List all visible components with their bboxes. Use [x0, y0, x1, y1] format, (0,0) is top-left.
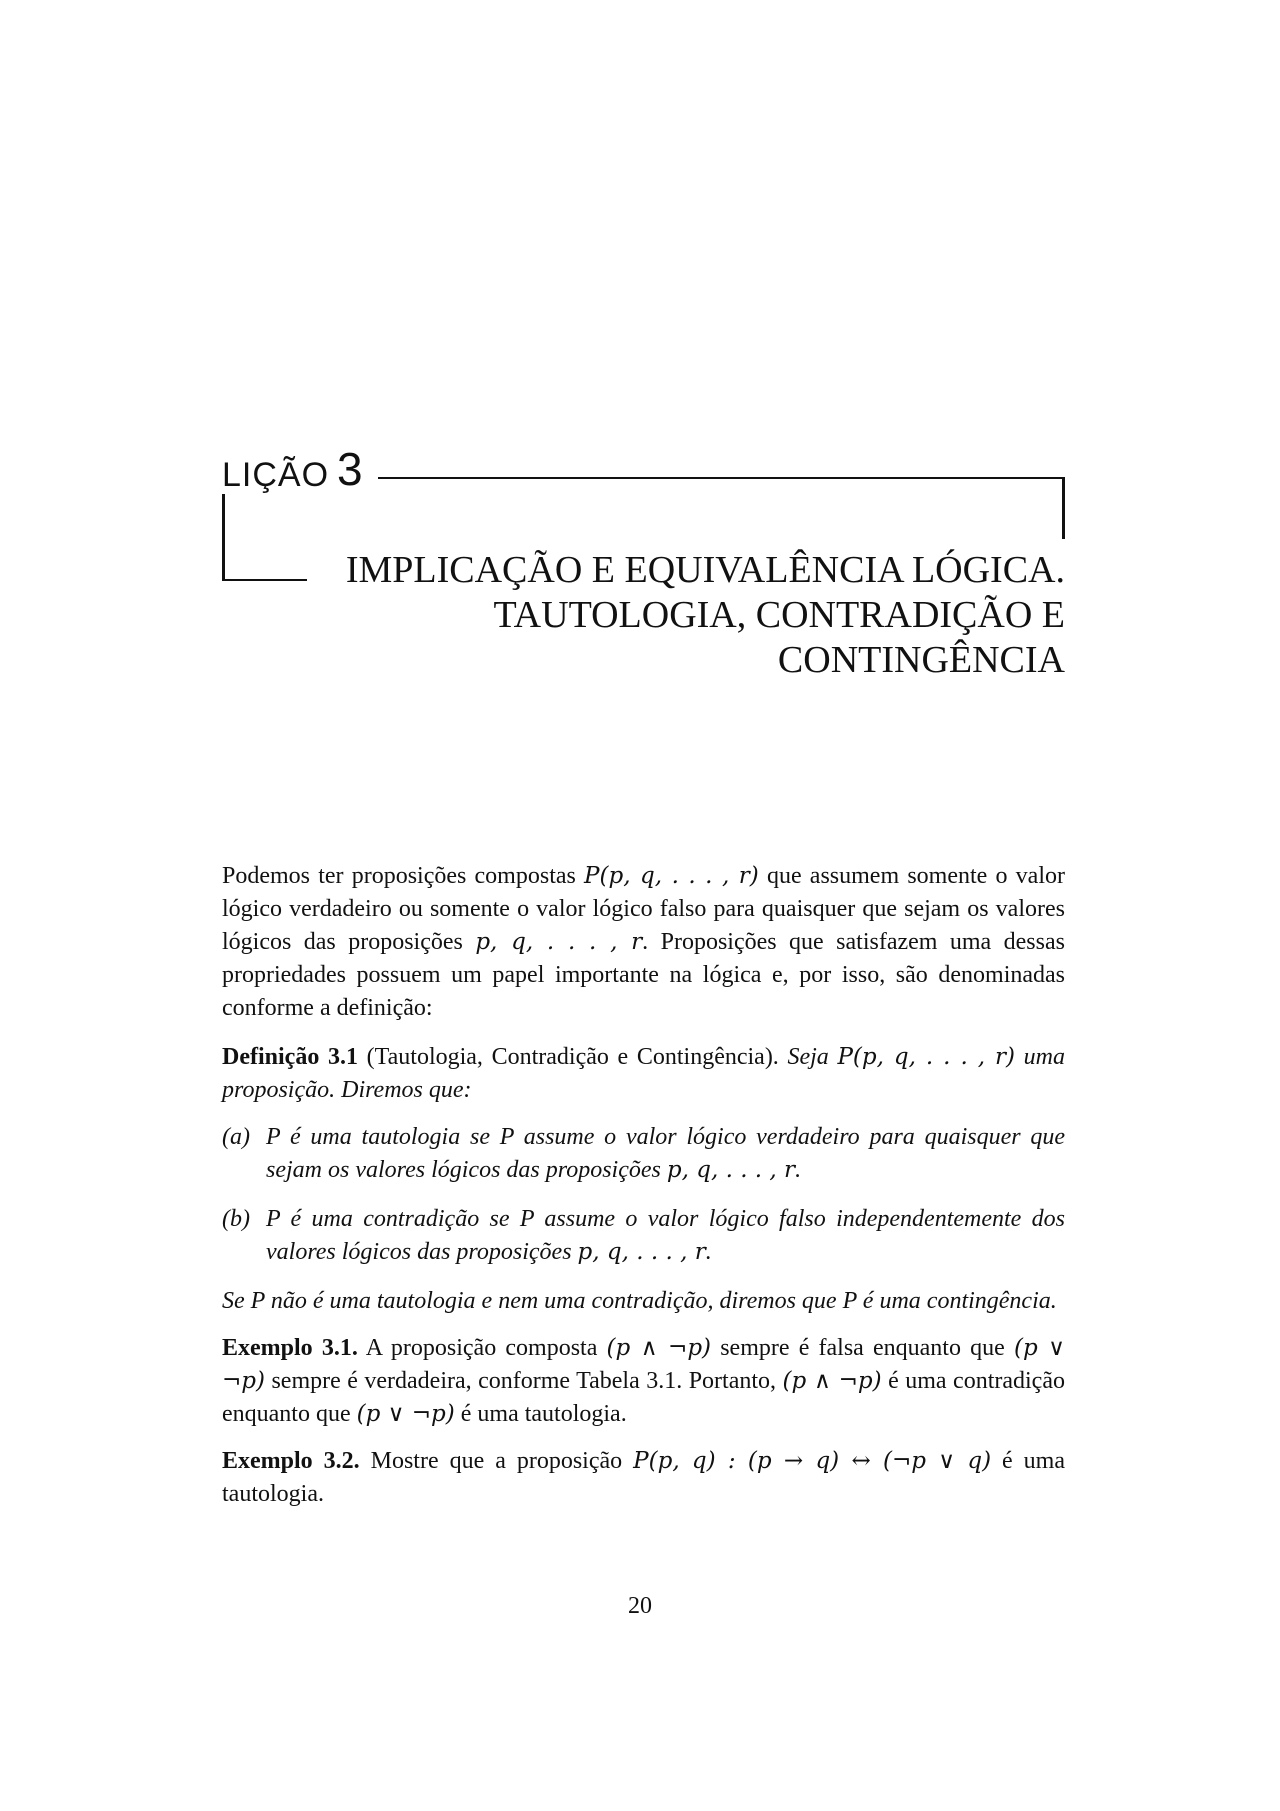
math-expression: p, q, . . . , r [577, 1239, 706, 1265]
chapter-title-line: CONTINGÊNCIA [777, 639, 1065, 681]
example-3-1 [222, 1332, 1065, 1431]
text-run: A proposição composta [357, 1335, 607, 1361]
item-marker: (a) [222, 1124, 250, 1150]
math-expression: (p ∨ ¬p) [356, 1401, 455, 1427]
chapter-title-line: IMPLICAÇÃO E EQUIVALÊNCIA LÓGICA. [345, 549, 1065, 591]
item-body [266, 1203, 1065, 1269]
definition-item [222, 1203, 1065, 1269]
math-expression: p, q, . . . , r [475, 929, 643, 955]
math-expression: (p ∧ ¬p) [782, 1368, 882, 1394]
header-rule-right [1062, 477, 1065, 539]
chapter-title-line: TAUTOLOGIA, CONTRADIÇÃO E [493, 594, 1065, 636]
example-heading: Exemplo 3.1. [222, 1335, 358, 1361]
definition-name: (Tautologia, Contradição e Contingência). [357, 1044, 779, 1070]
chapter-word: LIÇÃO [222, 456, 330, 494]
text-run: é uma tautologia. [222, 1448, 1065, 1507]
math-expression: p, q, . . . , r [666, 1157, 796, 1183]
text-run: . [795, 1157, 802, 1183]
math-expression: P(p, q, . . . , r) [584, 863, 759, 889]
text-run: que assumem somente o valor lógico verdadeiro ou somente o valor lógico falso para quaisquer que sejam os valores lógicos das proposições [222, 863, 1065, 955]
page-number: 20 [628, 1593, 652, 1619]
header-rule-top [378, 477, 1065, 479]
text-run: P é uma contradição se P assume o valor lógico falso independentemente dos valores lógicos das proposições [266, 1206, 1065, 1265]
text-run: Mostre que a proposição [359, 1448, 634, 1474]
page-body [222, 860, 1065, 1511]
intro-paragraph [222, 860, 1065, 1025]
definition-heading: Definição 3.1 [222, 1044, 358, 1070]
math-expression: P(p, q) : (p → q) ↔ (¬p ∨ q) [633, 1448, 992, 1474]
definition-statement [222, 1041, 1065, 1107]
item-marker: (b) [222, 1206, 250, 1232]
example-3-2 [222, 1445, 1065, 1511]
definition-item [222, 1121, 1065, 1187]
text-run: uma proposição. Diremos que: [222, 1044, 1065, 1103]
text-run: Podemos ter proposições compostas [222, 863, 585, 889]
text-run: . Proposições que satisfazem uma dessas propriedades possuem um papel importante na lógica e, por isso, são denominadas conforme a definição: [222, 929, 1065, 1021]
text-run: sempre é verdadeira, conforme Tabela 3.1. Portanto, [264, 1368, 783, 1394]
chapter-number: 3 [337, 443, 363, 495]
chapter-title [265, 548, 1065, 683]
chapter-label [222, 440, 363, 495]
definition-closing: Se P não é uma tautologia e nem uma contradição, diremos que P é uma contingência. [222, 1288, 1057, 1314]
text-run: é uma contradição enquanto que [222, 1368, 1065, 1427]
math-expression: P(p, q, . . . , r) [837, 1044, 1015, 1070]
item-body [266, 1121, 1065, 1187]
text-run: sempre é falsa enquanto que [711, 1335, 1014, 1361]
text-run: é uma tautologia. [454, 1401, 627, 1427]
text-run: . [705, 1239, 712, 1265]
math-expression: (p ∨ ¬p) [222, 1335, 1066, 1394]
header-rule-left [222, 494, 225, 581]
example-heading: Exemplo 3.2. [222, 1448, 360, 1474]
definition-list [222, 1121, 1065, 1269]
math-expression: (p ∧ ¬p) [606, 1335, 712, 1361]
text-run: Seja [778, 1044, 838, 1070]
text-run: P é uma tautologia se P assume o valor lógico verdadeiro para quaisquer que sejam os valores lógicos das proposições [266, 1124, 1065, 1183]
